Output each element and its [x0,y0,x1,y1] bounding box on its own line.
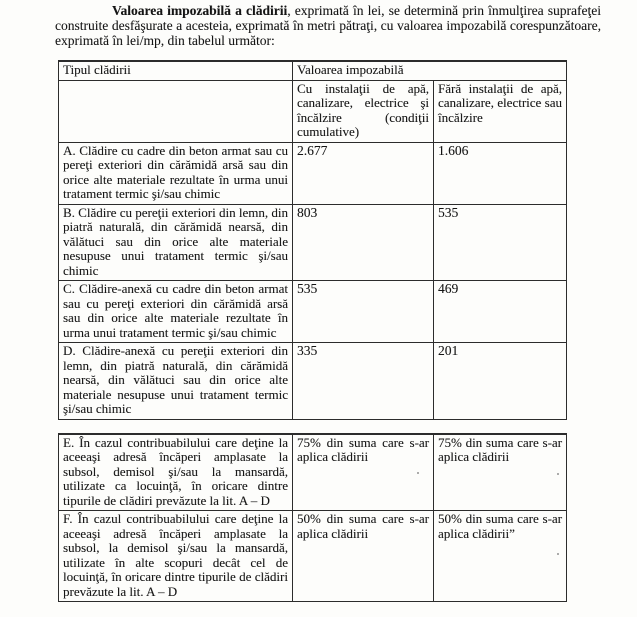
value-without-cell: 75% din suma care s-ar aplica clădirii [434,434,567,511]
table-row-b [59,204,567,281]
value-without-cell: 201 [434,343,567,420]
header-empty-cell [59,80,293,142]
value-with-cell: 803 [293,204,434,281]
scan-speck [557,553,559,555]
value-with-cell: 50% din suma care s-ar aplica clădirii [293,511,434,602]
intro-bold-lead: Valoarea impozabilă a clădirii [112,3,288,18]
building-type-cell: C. Clădire-anexă cu cadre din beton armat sau cu pereţi exteriori din cărămidă arsă sau din orice alte materiale rezultate în urma unui tratament termic şi/sau chimic [59,281,293,343]
table-row-f [59,511,567,602]
table-row-c [59,281,567,343]
table-row-a [59,142,567,204]
value-without-cell: 50% din suma care s-ar aplica clădirii” [434,511,567,602]
table-subheader-row [59,80,567,142]
table-row-e [59,434,567,511]
header-building-type: Tipul clădirii [59,61,293,80]
intro-text: , exprimată în lei, se determină prin înmulţirea suprafeţei construite desfăşurate a acesteia, exprimată în metri pătraţi, cu valoarea impozabilă corespunzătoare, exprimată în lei/mp, din tabelul următor: [55,3,601,48]
table-row-d [59,343,567,420]
building-type-cell: A. Clădire cu cadre din beton armat sau cu pereţi exteriori din cărămidă arsă sau din orice alte materiale rezultate în urma unui tratament termic şi/sau chimic [59,142,293,204]
building-type-cell: E. În cazul contribuabilului care deţine la aceeaşi adresă încăperi amplasate la subsol, demisol şi/sau la mansardă, utilizate ca locuinţă, în oricare dintre tipurile de clădiri prevăzute la lit. A – D [59,434,293,511]
scan-speck [557,473,559,475]
value-with-cell: 75% din suma care s-ar aplica clădirii [293,434,434,511]
value-without-cell: 535 [434,204,567,281]
header-taxable-value: Valoarea impozabilă [293,61,567,80]
building-type-cell: F. În cazul contribuabilului care deţine la aceeaşi adresă încăperi amplasate la subsol, la demisol şi/sau la mansardă, utilizate în alte scopuri decât cel de locuinţă, în oricare dintre tipurile de clădiri prevăzute la lit. A – D [59,511,293,602]
taxable-value-table-main [58,60,567,420]
building-type-cell: B. Clădire cu pereţii exteriori din lemn, din piatră naturală, din cărămidă nearsă, din vălătuci sau din orice alte materiale nesupuse unui tratament termic şi/sau chimic [59,204,293,281]
value-with-cell: 2.677 [293,142,434,204]
value-without-cell: 1.606 [434,142,567,204]
value-without-cell: 469 [434,281,567,343]
header-with-installations: Cu instalaţii de apă, canalizare, electrice şi încălzire (condiţii cumulative) [293,80,434,142]
value-with-cell: 535 [293,281,434,343]
value-with-cell: 335 [293,343,434,420]
building-type-cell: D. Clădire-anexă cu pereţii exteriori din lemn, din piatră naturală, din cărămidă nearsă, din vălătuci sau din orice alte materiale nesupuse unui tratament termic şi/sau chimic [59,343,293,420]
taxable-value-table-special-cases [58,433,567,603]
table-header-row [59,61,567,80]
scan-speck [417,472,419,474]
header-without-installations: Fără instalaţii de apă, canalizare, electrice sau încălzire [434,80,567,142]
intro-paragraph [55,0,601,48]
